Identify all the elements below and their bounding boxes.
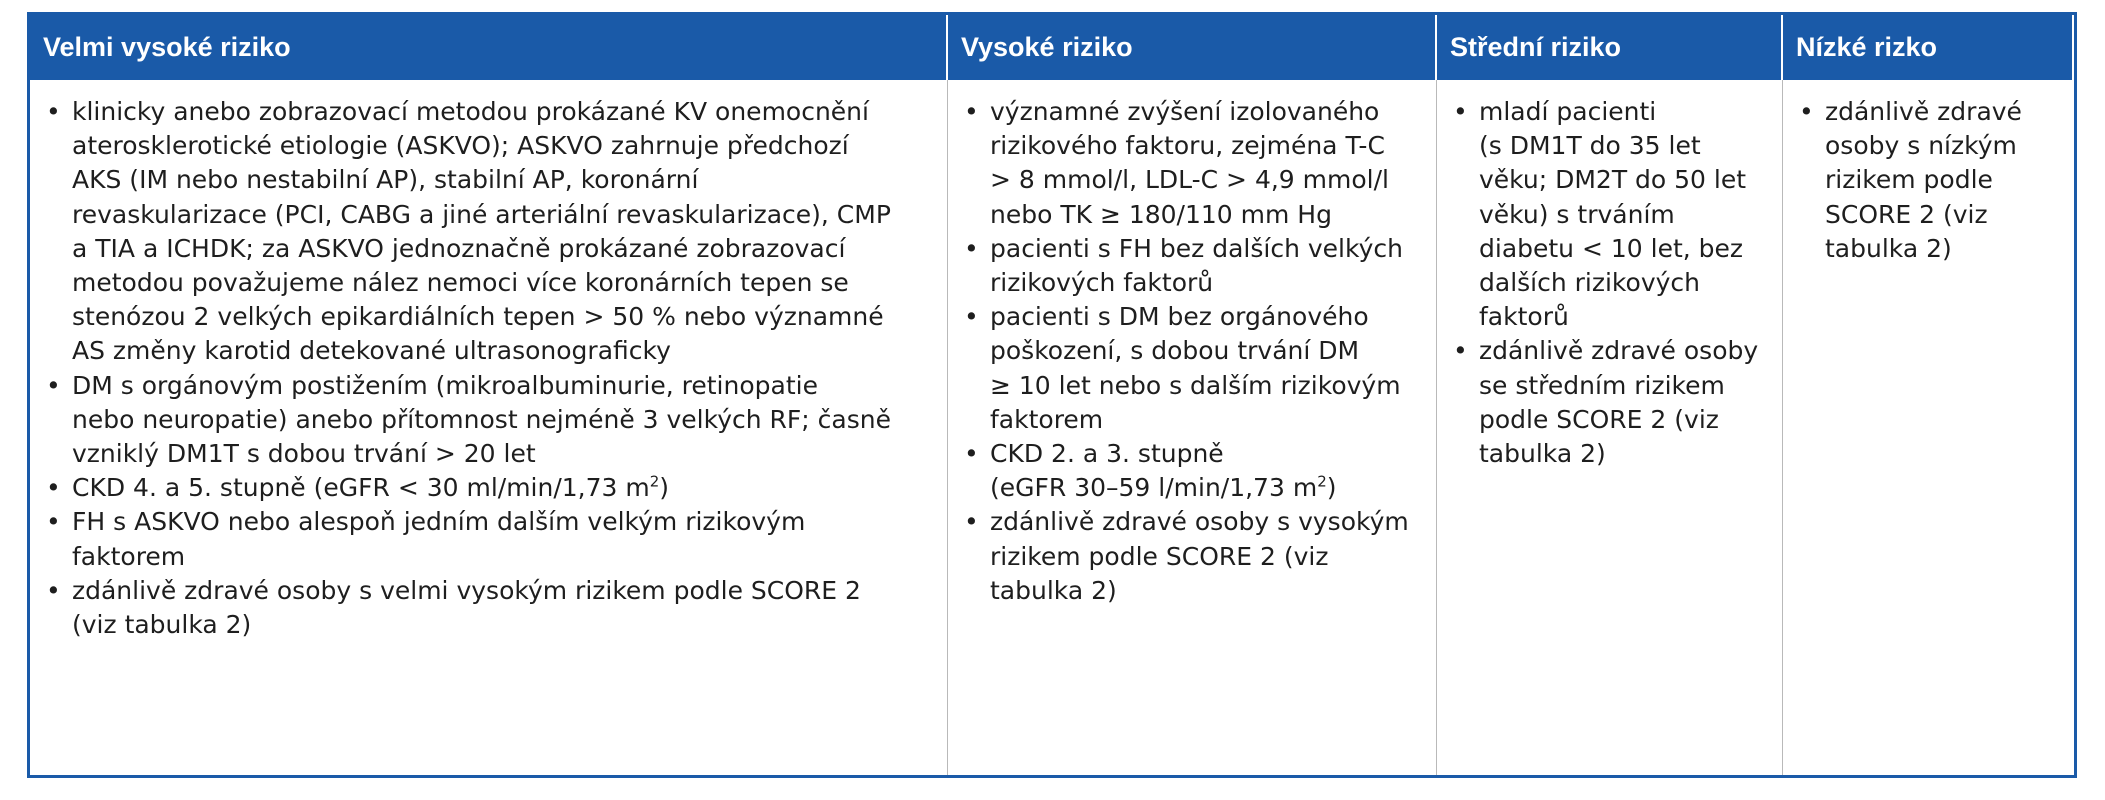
- risk-category-table: [27, 12, 2077, 778]
- header-moderate-risk: Střední riziko: [1437, 15, 1783, 80]
- list-item: • CKD 2. a 3. stupně (eGFR 30–59 l/min/1,73 $m^2$): [961, 437, 1428, 505]
- list-item: • zdánlivě zdravé osoby s velmi vysokým rizikem podle SCORE 2 (viz tabulka 2): [43, 574, 939, 642]
- list-item: • pacienti s DM bez orgánového poškození, s dobou trvání DM ≥ 10 let nebo s dalším rizikovým faktorem: [961, 300, 1428, 437]
- header-low-risk: Nízké rizko: [1783, 15, 2074, 80]
- list-item: • klinicky anebo zobrazovací metodou prokázané KV onemocnění aterosklerotické etiologie (ASKVO); ASKVO zahrnuje předchozí AKS (IM nebo nestabilní AP), stabilní AP, koronární revaskularizace (PCI, CABG a jiné arteriální revaskularizace), CMP a TIA a ICHDK; za ASKVO jednoznačně prokázané zobrazovací metodou považujeme nález nemoci více koronárních tepen se stenózou 2 velkých epikardiálních tepen > 50 % nebo významné AS změny karotid detekované ultrasonograficky: [43, 95, 939, 369]
- list-item: • zdánlivě zdravé osoby se středním rizikem podle SCORE 2 (viz tabulka 2): [1450, 334, 1774, 471]
- list-item: • FH s ASKVO nebo alespoň jedním dalším velkým rizikovým faktorem: [43, 505, 939, 573]
- column-low-risk: [1783, 80, 2074, 775]
- list-item: • CKD 4. a 5. stupně (eGFR < 30 ml/min/1,73 $m^2$): [43, 471, 939, 505]
- header-very-high-risk: Velmi vysoké riziko: [30, 15, 948, 80]
- list-item: • zdánlivě zdravé osoby s vysokým rizikem podle SCORE 2 (viz tabulka 2): [961, 505, 1428, 608]
- header-high-risk: Vysoké riziko: [948, 15, 1437, 80]
- list-item: • DM s orgánovým postižením (mikroalbuminurie, retinopatie nebo neuropatie) anebo přítomnost nejméně 3 velkých RF; časně vzniklý DM1T s dobou trvání > 20 let: [43, 369, 939, 472]
- list-item: • pacienti s FH bez dalších velkých rizikových faktorů: [961, 232, 1428, 300]
- column-high-risk: [948, 80, 1437, 775]
- list-item: • významné zvýšení izolovaného rizikového faktoru, zejména T-C > 8 mmol/l, LDL-C > 4,9 mmol/l nebo TK ≥ 180/110 mm Hg: [961, 95, 1428, 232]
- list-item: • mladí pacienti (s DM1T do 35 let věku; DM2T do 50 let věku) s trváním diabetu < 10 let, bez dalších rizikových faktorů: [1450, 95, 1774, 334]
- column-moderate-risk: [1437, 80, 1783, 775]
- column-very-high-risk: [30, 80, 948, 775]
- list-item: • zdánlivě zdravé osoby s nízkým rizikem podle SCORE 2 (viz tabulka 2): [1796, 95, 2066, 266]
